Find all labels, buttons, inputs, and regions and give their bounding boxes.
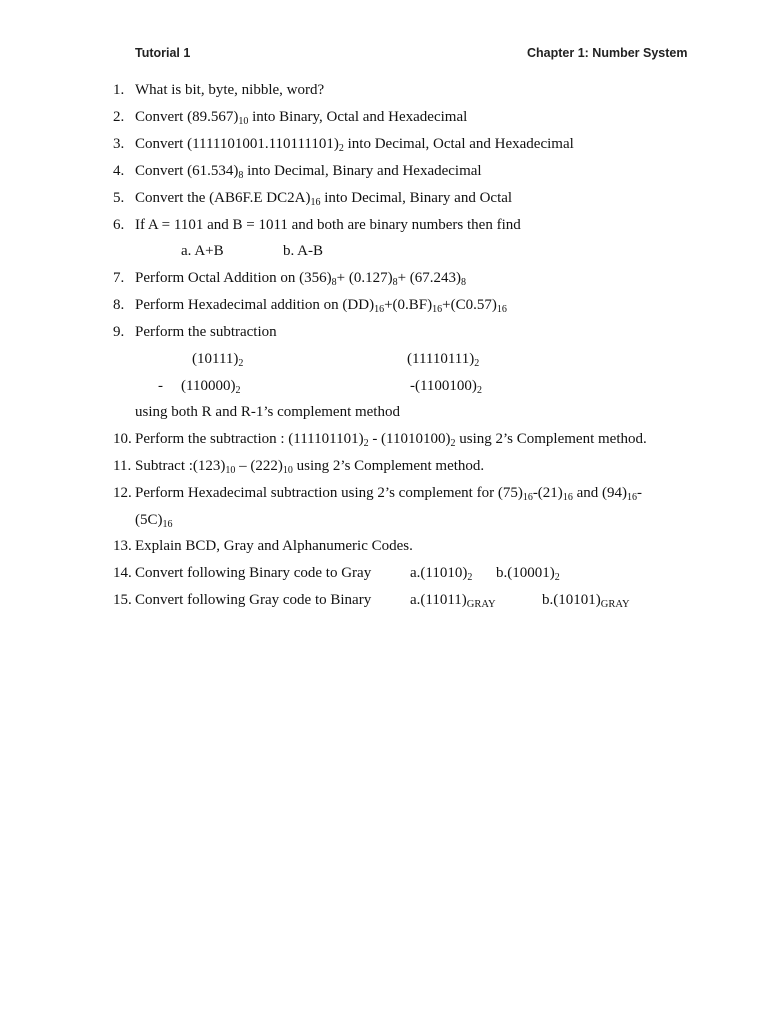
question-text: Convert $(61.534)_8$ into Decimal, Binary and Hexadecimal [135, 163, 482, 181]
question-number: 5. [113, 190, 125, 206]
subtraction-b-minuend: $(11110111)_2$ [407, 351, 480, 369]
part-a: $a.(11011)_{GRAY}$ [410, 592, 496, 610]
question-number: 2. [113, 109, 125, 125]
question-number: 4. [113, 163, 125, 179]
part-a: a. A+B [181, 243, 224, 259]
question-text: Convert $(89.567)_{10}$ into Binary, Octal and Hexadecimal [135, 109, 468, 127]
question-number: 10. [113, 431, 132, 447]
question-number: 3. [113, 136, 125, 152]
question-text: Convert $(1111101001.110111101)_2$ into Decimal, Octal and Hexadecimal [135, 136, 574, 154]
question-text: Convert following Gray code to Binary [135, 592, 372, 608]
question-text: Subtract $:(123)_{10} - (222)_{10}$ using 2’s Complement method. [135, 458, 485, 476]
document-page: Tutorial 1 Chapter 1: Number System 1. What is bit, byte, nibble, word? 2. Convert $(89.567)_{10}$ into Binary, Octal and Hexadecimal 3. Convert $(1111101001.110111101)_2$ into Decimal, Octal and Hexadecimal 4. Convert $(61.534)_8$ into Decimal, Binary and Hexadecimal 5. Convert the (AB6F.E $DC2A)_{16}$ into Decimal, Binary and Octal 6. If A = 1101 and B = 1011 and both are binary numbers then find a. A+B b. A-B 7. Perform Octal Addition on $(356)_8+ (0.127)_8+ (67.243)_8$ 8. Perform Hexadecimal addition on $(DD)_{16}+(0.BF)_{16}+(C0.57)_{16}$ 9. Perform the subtraction $(10111)_2$ $(11110111)_2$ - $(110000)_2$ $-(1100100)_2$ using both R and R-1’s complement method 10. Perform the subtraction : $(111101101)_2 - (11010100)_2$ using 2’s Complement method. 11. Subtract $:(123)_{10} - (222)_{10}$ using 2’s Complement method. 12. Perform Hexadecimal subtraction using 2’s complement for $(75)_{16}-(21)_{16}$ and $(94)_{16}-$ $(5C)_{16}$ 13. Explain BCD, Gray and Alphanumeric Codes. 14. Convert following Binary code to Gray $a.(11010)_2$ $b.(10001)_2$ 15. Convert following Gray code to Binary $a.(11011)_{GRAY}$ $b.(10101)_{GRAY}$ [113, 46, 688, 610]
question-text: Convert following Binary code to Gray [135, 565, 372, 581]
question-text: Perform Octal Addition on $(356)_8+ (0.127)_8+ (67.243)_8$ [135, 270, 467, 288]
header-tutorial-title: Tutorial 1 [135, 46, 191, 60]
question-number: 15. [113, 592, 132, 608]
part-b: b. A-B [283, 243, 324, 259]
question-number: 11. [113, 458, 132, 474]
question-text: Convert the (AB6F.E $DC2A)_{16}$ into Decimal, Binary and Octal [135, 190, 513, 208]
question-number: 14. [113, 565, 132, 581]
question-number: 9. [113, 324, 125, 340]
question-number: 7. [113, 270, 125, 286]
part-b: $b.(10101)_{GRAY}$ [542, 592, 630, 610]
question-number: 13. [113, 538, 132, 554]
subtraction-a-subtrahend: $(110000)_2$ [181, 378, 241, 396]
question-text: Perform Hexadecimal subtraction using 2’s complement for $(75)_{16}-(21)_{16}$ and $(94)_{16}-$ [135, 485, 642, 503]
part-a: $a.(11010)_2$ [410, 565, 473, 583]
question-text: If A = 1101 and B = 1011 and both are binary numbers then find [135, 217, 521, 233]
question-text: What is bit, byte, nibble, word? [135, 82, 325, 98]
question-text: Perform Hexadecimal addition on $(DD)_{16}+(0.BF)_{16}+(C0.57)_{16}$ [135, 297, 507, 315]
question-number: 8. [113, 297, 125, 313]
question-number: 1. [113, 82, 125, 98]
minus-sign: - [158, 378, 163, 394]
subtraction-a-minuend: $(10111)_2$ [192, 351, 244, 369]
subtraction-b-subtrahend: $-(1100100)_2$ [410, 378, 482, 396]
question-text: Perform the subtraction [135, 324, 277, 340]
question-number: 12. [113, 485, 132, 501]
question-number: 6. [113, 217, 125, 233]
question-text: Perform the subtraction : $(111101101)_2 - (11010100)_2$ using 2’s Complement method. [135, 431, 647, 449]
question-text: Explain BCD, Gray and Alphanumeric Codes. [135, 538, 413, 554]
part-b: $b.(10001)_2$ [496, 565, 560, 583]
header-chapter-title: Chapter 1: Number System [527, 46, 688, 60]
